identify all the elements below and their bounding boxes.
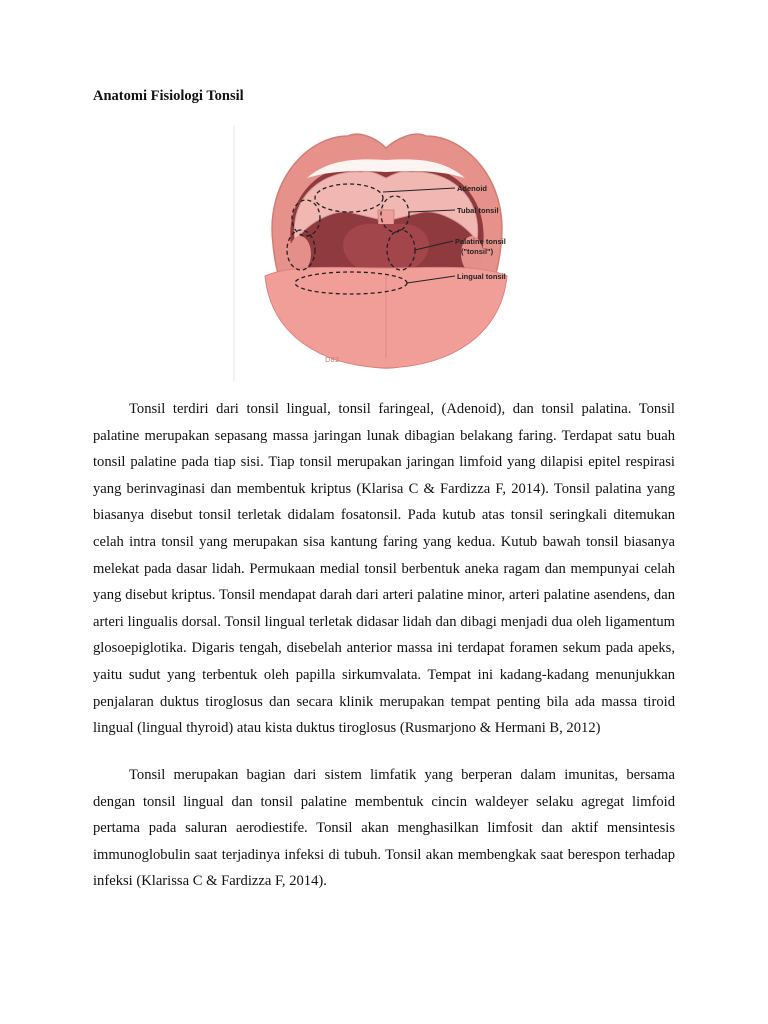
tonsil-anatomy-figure bbox=[233, 126, 539, 381]
paragraph-2-text: Tonsil merupakan bagian dari sistem limfatik yang berperan dalam imunitas, bersama dengan tonsil lingual dan tonsil palatine membentuk cincin waldeyer selaku agregat limfoid pertama pada saluran aerodiestife. Tonsil akan menghasilkan limfosit dan aktif mensintesis immunoglobulin saat terjadinya infeksi di tubuh. Tonsil akan membengkak saat berespon terhadap infeksi (Klarissa C & Fardizza F, 2014). bbox=[93, 767, 675, 890]
label-lingual-tonsil: Lingual tonsil bbox=[457, 272, 506, 281]
paragraph-2 bbox=[93, 762, 675, 895]
paragraph-1 bbox=[93, 396, 675, 742]
figure-watermark: D82 bbox=[325, 356, 340, 364]
label-adenoid: Adenoid bbox=[457, 184, 487, 193]
document-title: Anatomi Fisiologi Tonsil bbox=[93, 88, 244, 104]
label-tubal-tonsil: Tubal tonsil bbox=[457, 206, 499, 215]
paragraph-1-text: Tonsil terdiri dari tonsil lingual, tonsil faringeal, (Adenoid), dan tonsil palatina. Tonsil palatine merupakan sepasang massa jaringan lunak dibagian belakang faring. Terdapat satu buah tonsil palatine pada tiap sisi. Tiap tonsil merupakan jaringan limfoid yang dilapisi epitel respirasi yang berinvaginasi dan membentuk kriptus (Klarisa C & Fardizza F, 2014). Tonsil palatina yang biasanya disebut tonsil terletak didalam fosatonsil. Pada kutub atas tonsil seringkali ditemukan celah intra tonsil yang merupakan sisa kantung faring yang kedua. Kutub bawah tonsil biasanya melekat pada dasar lidah. Permukaan medial tonsil berbentuk aneka ragam dan mempunyai celah yang disebut kriptus. Tonsil mendapat darah dari arteri palatine minor, arteri palatine asendens, dan arteri lingualis dorsal. Tonsil lingual terletak didasar lidah dan dibagi menjadi dua oleh ligamentum glosoepiglotika. Digaris tengah, disebelah anterior massa ini terdapat foramen sekum pada apeks, yaitu sudut yang terbentuk oleh papilla sirkumvalata. Tempat ini kadang-kadang menunjukkan penjalaran duktus tiroglosus dan secara klinik merupakan tempat penting bila ada massa tiroid lingual (lingual thyroid) atau kista duktus tiroglosus (Rusmarjono & Hermani B, 2012) bbox=[93, 401, 675, 737]
label-palatine-tonsil: Palatine tonsil bbox=[455, 237, 506, 246]
label-palatine-tonsil-alt: ("tonsil") bbox=[461, 247, 494, 256]
